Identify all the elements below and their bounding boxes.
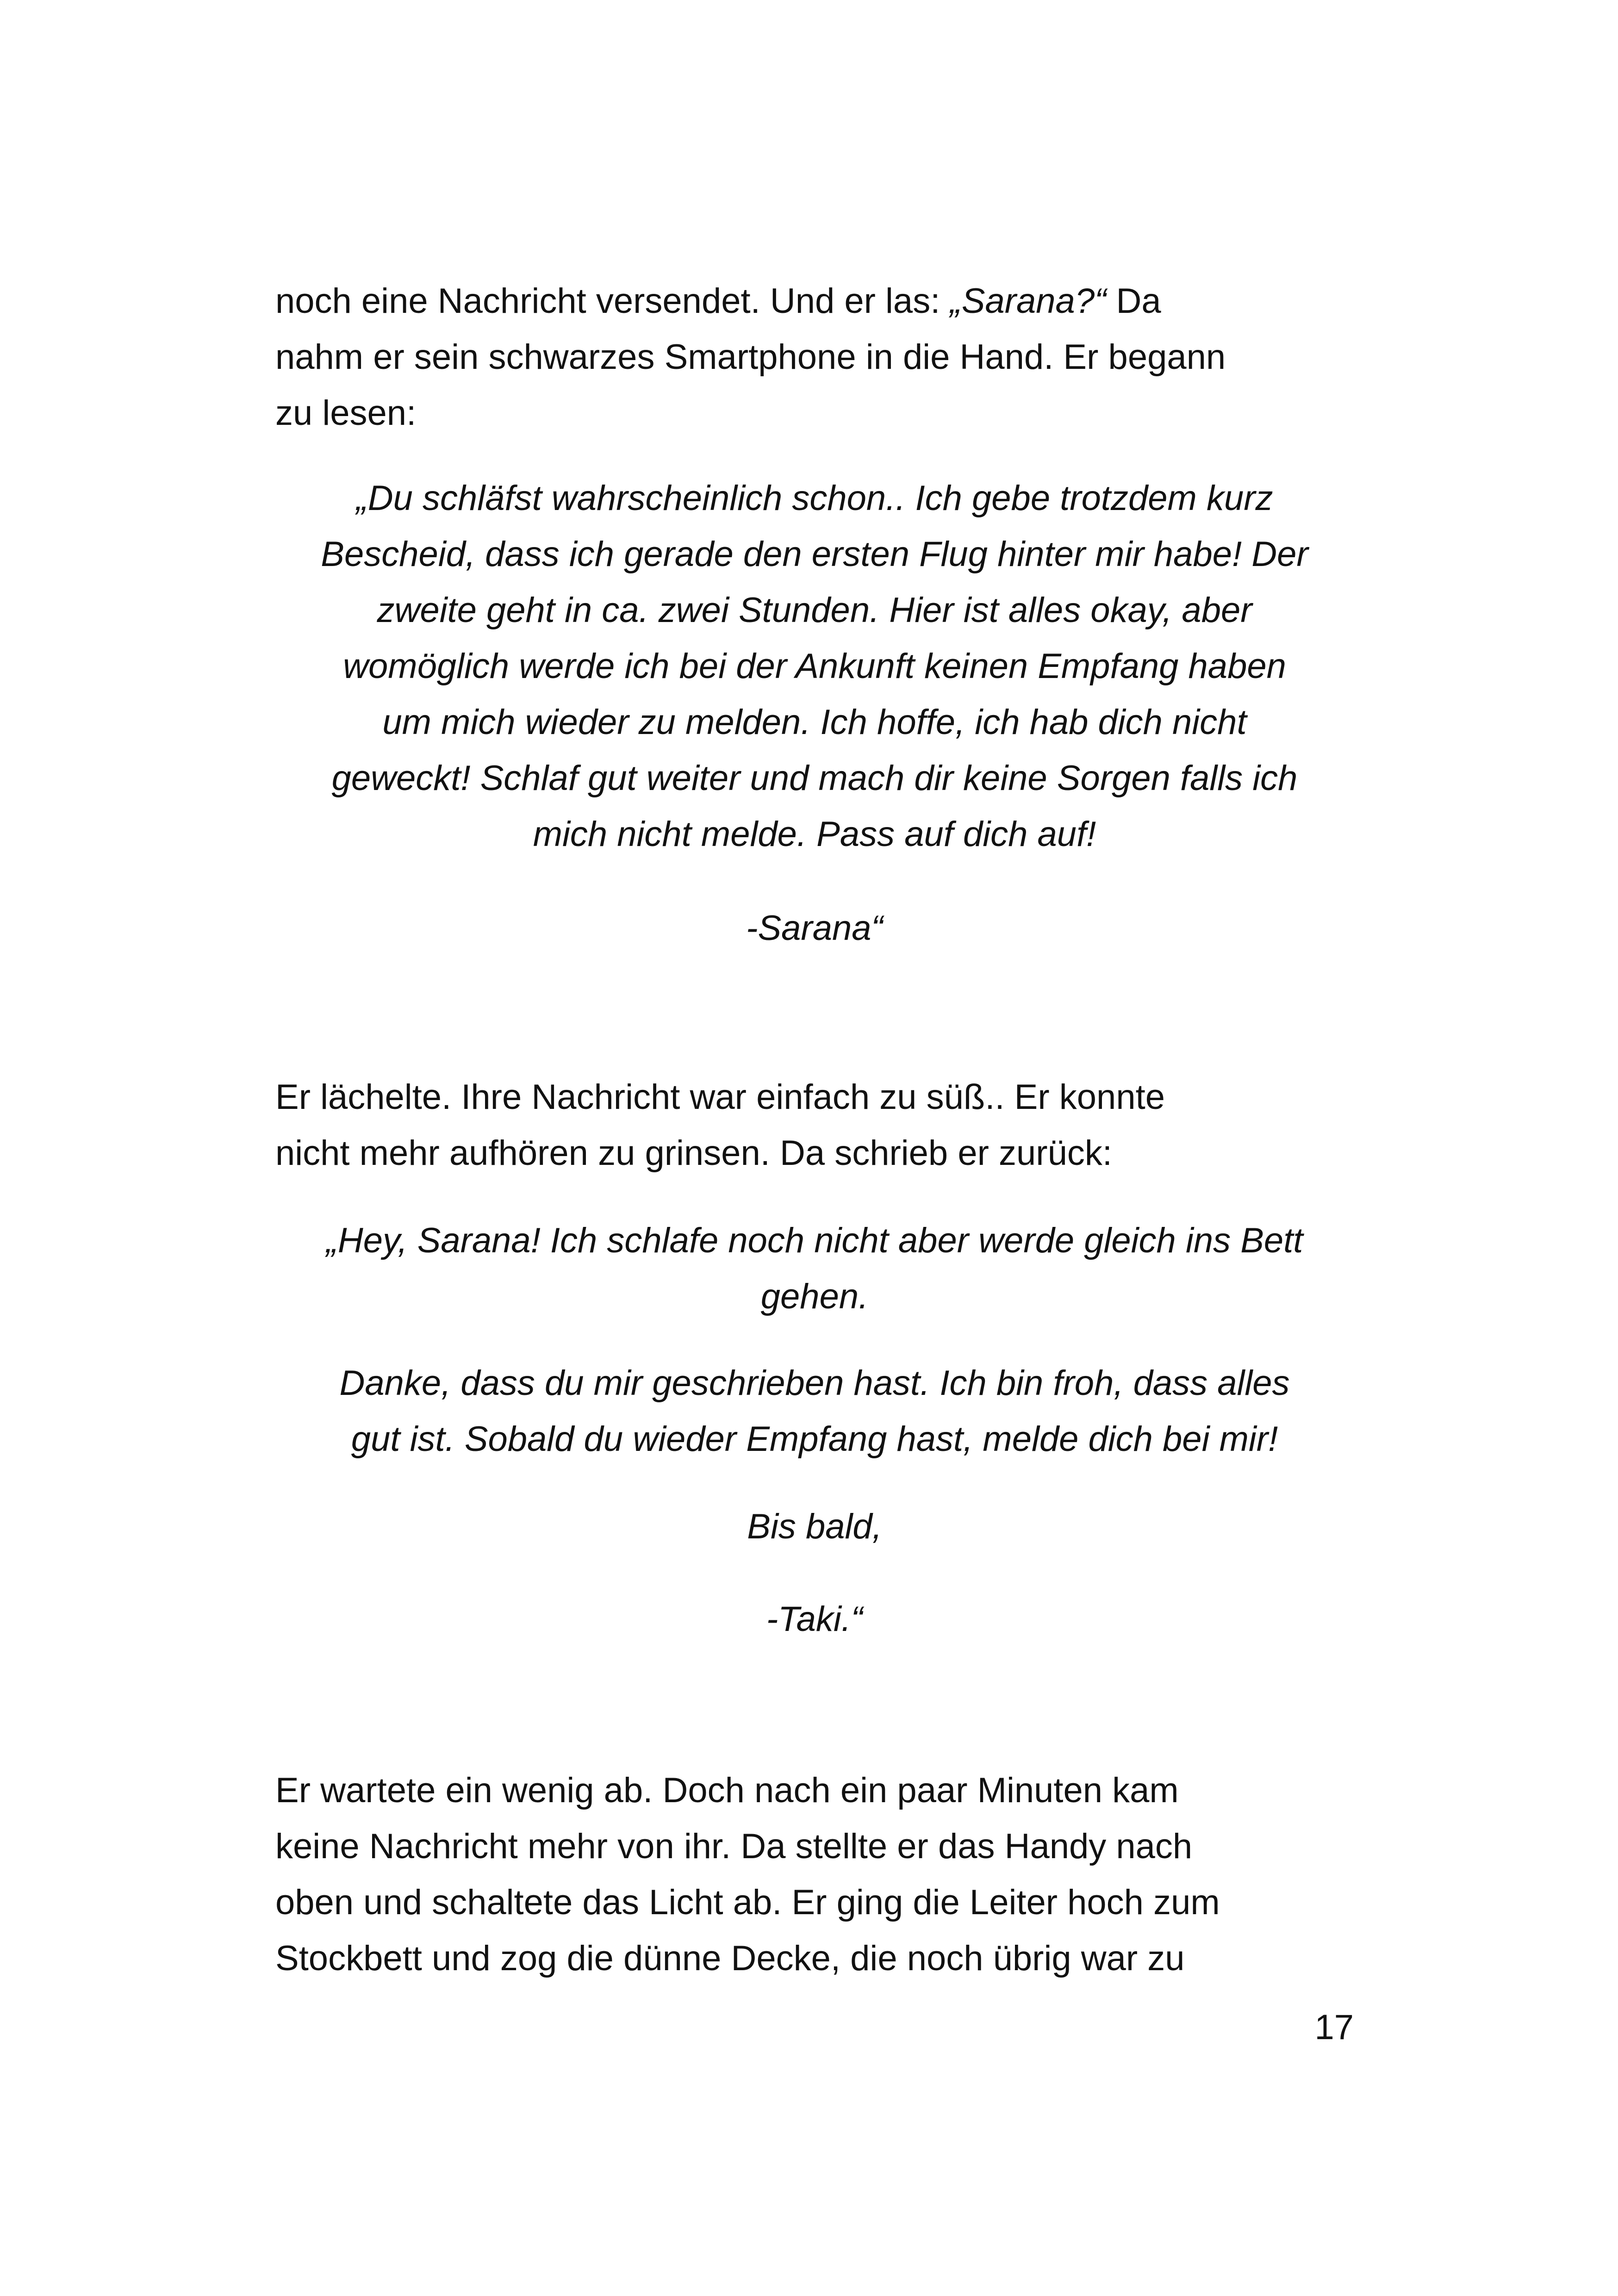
paragraph-3: [275, 1762, 1354, 1986]
message-1-line: mich nicht melde. Pass auf dich auf!: [533, 815, 1096, 854]
message-2-closing: [275, 1499, 1354, 1555]
paragraph-1-line-3: zu lesen:: [275, 393, 417, 433]
message-1-line: Bescheid, dass ich gerade den ersten Flug hinter mir habe! Der: [321, 535, 1308, 574]
message-from-taki-part-1: [275, 1213, 1354, 1325]
message-from-taki-part-2: [275, 1355, 1354, 1467]
message-2-line: Danke, dass du mir geschrieben hast. Ich bin froh, dass alles: [339, 1363, 1290, 1403]
message-1-line: geweckt! Schlaf gut weiter und mach dir keine Sorgen falls ich: [331, 759, 1298, 798]
closing-bis-bald: Bis bald,: [747, 1507, 882, 1546]
message-2-line: „Hey, Sarana! Ich schlafe noch nicht aber werde gleich ins Bett: [326, 1221, 1303, 1260]
paragraph-1-text-end: Da: [1106, 281, 1161, 321]
quoted-message-name: „Sarana?“: [950, 281, 1107, 321]
message-1-line: um mich wieder zu melden. Ich hoffe, ich hab dich nicht: [382, 703, 1247, 742]
paragraph-1-text: noch eine Nachricht versendet. Und er las:: [275, 281, 950, 321]
paragraph-2: [275, 1069, 1354, 1181]
message-1-line: „Du schläfst wahrscheinlich schon.. Ich gebe trotzdem kurz: [356, 479, 1273, 518]
message-1-line: womöglich werde ich bei der Ankunft keinen Empfang haben: [343, 647, 1286, 686]
paragraph-1: [275, 273, 1354, 441]
page-number: 17: [1314, 2008, 1354, 2047]
message-1-signature: [275, 900, 1354, 956]
message-2-signature: [275, 1591, 1354, 1647]
message-2-line: gut ist. Sobald du wieder Empfang hast, melde dich bei mir!: [351, 1419, 1278, 1459]
message-from-sarana: [275, 470, 1354, 862]
paragraph-2-line: nicht mehr aufhören zu grinsen. Da schrieb er zurück:: [275, 1133, 1112, 1173]
paragraph-3-line: oben und schaltete das Licht ab. Er ging die Leiter hoch zum: [275, 1883, 1220, 1922]
paragraph-3-line: Er wartete ein wenig ab. Doch nach ein paar Minuten kam: [275, 1771, 1179, 1810]
signature-taki: -Taki.“: [766, 1599, 863, 1639]
message-1-line: zweite geht in ca. zwei Stunden. Hier ist alles okay, aber: [377, 591, 1252, 630]
paragraph-1-line-1: [275, 273, 1354, 329]
paragraph-2-line: Er lächelte. Ihre Nachricht war einfach zu süß.. Er konnte: [275, 1077, 1165, 1117]
paragraph-1-line-2: nahm er sein schwarzes Smartphone in die Hand. Er begann: [275, 337, 1226, 377]
message-2-line: gehen.: [760, 1277, 869, 1316]
paragraph-3-line: Stockbett und zog die dünne Decke, die noch übrig war zu: [275, 1939, 1185, 1978]
paragraph-3-line: keine Nachricht mehr von ihr. Da stellte er das Handy nach: [275, 1827, 1193, 1866]
signature-sarana: -Sarana“: [746, 908, 883, 948]
